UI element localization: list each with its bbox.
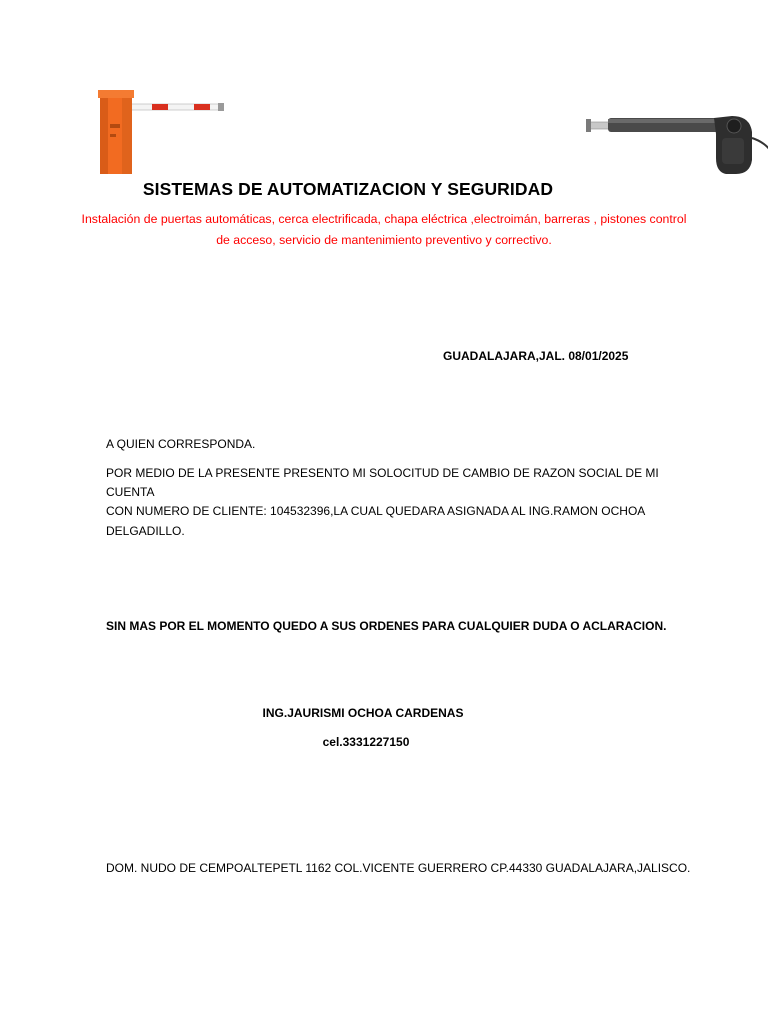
company-title: SISTEMAS DE AUTOMATIZACION Y SEGURIDAD (142, 179, 554, 199)
letter-greeting: A QUIEN CORRESPONDA. (106, 437, 256, 451)
letter-body-line-3: DELGADILLO. (106, 523, 185, 538)
gate-piston-actuator-image (582, 108, 768, 180)
letter-date: GUADALAJARA,JAL. 08/01/2025 (443, 349, 629, 363)
services-line-1: Instalación de puertas automáticas, cerca electrificada, chapa eléctrica ,electroimán, barreras , pistones control (81, 212, 687, 226)
signer-phone: cel.3331227150 (322, 735, 410, 749)
piston-actuator-icon (582, 108, 768, 180)
services-line-2: de acceso, servicio de mantenimiento preventivo y correctivo. (216, 233, 552, 247)
letter-closing: SIN MAS POR EL MOMENTO QUEDO A SUS ORDENES PARA CUALQUIER DUDA O ACLARACION. (106, 619, 667, 633)
services-description (64, 209, 704, 251)
letter-body-line-1: POR MEDIO DE LA PRESENTE PRESENTO MI SOLOCITUD DE CAMBIO DE RAZON SOCIAL DE MI CUENTA (106, 466, 659, 500)
parking-barrier-icon (96, 88, 228, 176)
parking-barrier-image (96, 88, 228, 176)
letter-body-line-2: CON NUMERO DE CLIENTE: 104532396,LA CUAL QUEDARA ASIGNADA AL ING.RAMON OCHOA (106, 504, 646, 519)
letter-address: DOM. NUDO DE CEMPOALTEPETL 1162 COL.VICENTE GUERRERO CP.44330 GUADALAJARA,JALISCO. (106, 861, 691, 875)
letter-body (106, 464, 686, 541)
signer-name: ING.JAURISMI OCHOA CARDENAS (262, 706, 464, 720)
